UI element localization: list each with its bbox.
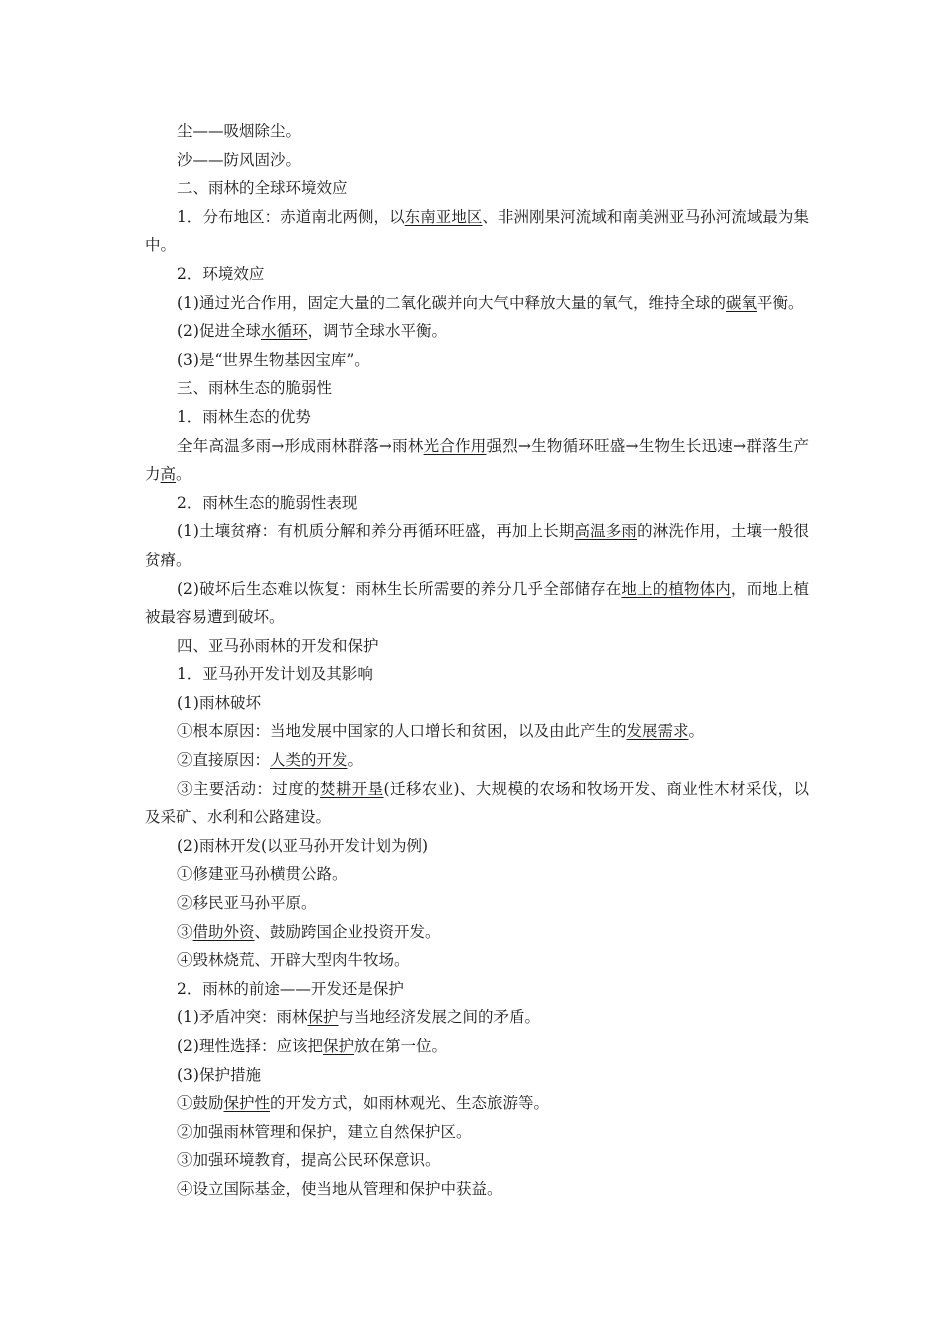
text-segment: 放在第一位。 bbox=[353, 1037, 447, 1055]
text-line bbox=[145, 403, 809, 432]
text-segment: 全年高温多雨→形成雨林群落→雨林 bbox=[177, 436, 424, 455]
text-line bbox=[145, 775, 809, 832]
text-line bbox=[145, 174, 809, 203]
underlined-answer: 人类的开发 bbox=[270, 751, 348, 770]
text-line bbox=[145, 1089, 809, 1118]
text-line bbox=[145, 146, 809, 175]
text-line bbox=[145, 1061, 809, 1090]
text-line bbox=[145, 203, 809, 260]
text-line bbox=[145, 517, 809, 574]
text-segment: 1．分布地区：赤道南北两侧，以 bbox=[177, 207, 405, 226]
text-segment: 平衡。 bbox=[756, 293, 804, 312]
underlined-answer: 发展需求 bbox=[626, 722, 689, 741]
text-line bbox=[145, 260, 809, 289]
text-segment: ②加强雨林管理和保护，建立自然保护区。 bbox=[177, 1122, 472, 1141]
underlined-answer: 水循环 bbox=[260, 322, 308, 341]
text-line bbox=[145, 289, 809, 318]
text-segment: (1)通过光合作用，固定大量的二氧化碳并向大气中释放大量的氧气，维持全球的 bbox=[177, 293, 726, 312]
underlined-answer: 保护 bbox=[307, 1008, 339, 1027]
underlined-answer: 光合作用 bbox=[423, 436, 487, 455]
text-segment: ④设立国际基金，使当地从管理和保护中获益。 bbox=[177, 1179, 503, 1198]
text-segment: (2)理性选择：应该把 bbox=[177, 1037, 323, 1055]
text-line bbox=[145, 1118, 809, 1147]
text-segment: ①鼓励 bbox=[177, 1094, 224, 1113]
text-segment: ①根本原因：当地发展中国家的人口增长和贫困，以及由此产生的 bbox=[177, 722, 627, 741]
text-segment: 的淋洗作用，土壤一般很贫瘠。 bbox=[145, 522, 809, 569]
text-segment: 、非洲刚果河流域和南美洲亚马孙河流域最为集中。 bbox=[145, 207, 809, 255]
text-segment: 与当地经济发展之间的矛盾。 bbox=[338, 1008, 540, 1027]
text-segment: ②直接原因： bbox=[177, 751, 271, 770]
text-line bbox=[145, 1032, 809, 1061]
text-segment: ①修建亚马孙横贯公路。 bbox=[177, 865, 348, 884]
text-line bbox=[145, 832, 809, 861]
text-line bbox=[145, 860, 809, 889]
text-segment: (2)促进全球 bbox=[177, 322, 261, 341]
text-line bbox=[145, 117, 809, 146]
text-line bbox=[145, 432, 809, 489]
text-line bbox=[145, 374, 809, 403]
text-segment: (3)保护措施 bbox=[177, 1065, 261, 1084]
text-line bbox=[145, 689, 809, 718]
text-segment: 1．雨林生态的优势 bbox=[177, 407, 311, 426]
text-line bbox=[145, 946, 809, 975]
text-line bbox=[145, 489, 809, 518]
text-segment: 1．亚马孙开发计划及其影响 bbox=[177, 665, 373, 684]
text-segment: 的开发方式，如雨林观光、生态旅游等。 bbox=[270, 1094, 550, 1113]
text-line bbox=[145, 918, 809, 947]
underlined-answer: 保护性 bbox=[223, 1094, 271, 1113]
text-segment: 三、雨林生态的脆弱性 bbox=[177, 379, 333, 398]
text-line bbox=[145, 889, 809, 918]
text-segment: 强烈→生物循环旺盛→生物生长迅速→群落生产力 bbox=[145, 436, 809, 484]
text-segment: ，而地上植被最容易遭到破坏。 bbox=[145, 579, 809, 627]
text-segment: (1)雨林破坏 bbox=[177, 693, 261, 712]
text-line bbox=[145, 1003, 809, 1032]
text-segment: 。 bbox=[176, 465, 192, 484]
text-segment: 四、亚马孙雨林的开发和保护 bbox=[177, 636, 379, 655]
text-segment: ，调节全球水平衡。 bbox=[307, 322, 447, 341]
text-segment: (1)矛盾冲突：雨林 bbox=[177, 1008, 308, 1027]
text-segment: (迁移农业)、大规模的农场和牧场开发、商业性木材采伐，以及采矿、水利和公路建设。 bbox=[145, 779, 809, 827]
text-segment: 、鼓励跨国企业投资开发。 bbox=[254, 922, 441, 941]
text-segment: ③ bbox=[177, 922, 193, 941]
text-line bbox=[145, 575, 809, 632]
text-segment: 尘——吸烟除尘。 bbox=[177, 122, 302, 140]
underlined-answer: 碳氧 bbox=[725, 293, 757, 312]
text-line bbox=[145, 1146, 809, 1175]
text-segment: (1)土壤贫瘠：有机质分解和养分再循环旺盛，再加上长期 bbox=[177, 522, 575, 541]
text-segment: (3)是“世界生物基因宝库”。 bbox=[177, 350, 370, 369]
text-segment: 2．雨林生态的脆弱性表现 bbox=[177, 493, 358, 512]
text-line bbox=[145, 975, 809, 1004]
document-body bbox=[145, 117, 809, 1204]
text-line bbox=[145, 660, 809, 689]
text-segment: ③主要活动：过度的 bbox=[177, 779, 320, 798]
text-segment: 。 bbox=[688, 722, 705, 741]
text-segment: ②移民亚马孙平原。 bbox=[177, 894, 317, 913]
text-line bbox=[145, 717, 809, 746]
text-line bbox=[145, 746, 809, 775]
underlined-answer: 高温多雨 bbox=[574, 522, 638, 541]
text-segment: 沙——防风固沙。 bbox=[177, 150, 302, 169]
underlined-answer: 保护 bbox=[322, 1037, 354, 1055]
underlined-answer: 焚耕开垦 bbox=[319, 779, 384, 798]
text-segment: ④毁林烧荒、开辟大型肉牛牧场。 bbox=[177, 951, 410, 970]
text-segment: 2．环境效应 bbox=[177, 264, 265, 283]
text-segment: (2)破坏后生态难以恢复：雨林生长所需要的养分几乎全部储存在 bbox=[177, 579, 622, 598]
underlined-answer: 东南亚地区 bbox=[404, 207, 483, 226]
underlined-answer: 高 bbox=[160, 465, 177, 484]
text-line bbox=[145, 632, 809, 661]
underlined-answer: 地上的植物体内 bbox=[621, 579, 731, 598]
text-segment: (2)雨林开发(以亚马孙开发计划为例) bbox=[177, 836, 429, 855]
text-line bbox=[145, 317, 809, 346]
underlined-answer: 借助外资 bbox=[192, 922, 255, 941]
text-segment: ③加强环境教育，提高公民环保意识。 bbox=[177, 1151, 441, 1170]
text-segment: 2．雨林的前途——开发还是保护 bbox=[177, 979, 404, 998]
text-line bbox=[145, 1175, 809, 1204]
text-line bbox=[145, 346, 809, 375]
text-segment: 。 bbox=[347, 751, 364, 770]
text-segment: 二、雨林的全球环境效应 bbox=[177, 179, 348, 198]
